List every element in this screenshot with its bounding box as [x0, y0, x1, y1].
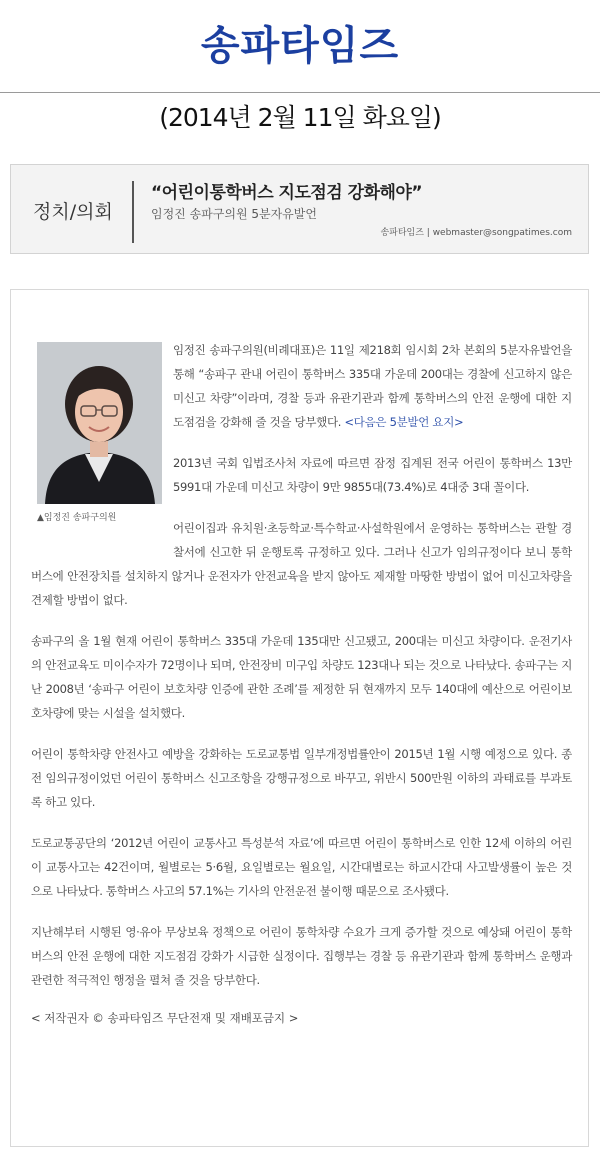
article-paragraph: 송파구의 올 1월 현재 어린이 통학버스 335대 가운데 135대만 신고됐고, 200대는 미신고 차량이다. 운전기사의 안전교육도 미이수자가 72명이나 되며, 안전장비 미구입 차량도 123대나 되는 것으로 나타났다. 송파구는 지난 2008년 ‘송파구 어린이 보호차량 인증에 관한 조례’를 제정한 뒤 현재까지 모두 140대에 예산으로 어린이보호차량에 맞는 시설을 설치했다. [31, 634, 572, 720]
photo-spacer [31, 338, 173, 562]
header-divider [132, 181, 134, 243]
article-text [31, 338, 572, 1009]
article-subheadline: 임정진 송파구의원 5분자유발언 [151, 207, 317, 221]
photo-caption: ▲임정진 송파구의원 [37, 513, 117, 523]
article-body [10, 289, 589, 1147]
article-paragraph: 어린이 통학차량 안전사고 예방을 강화하는 도로교통법 일부개정법률안이 2015년 1월 시행 예정으로 있다. 종전 임의규정이었던 어린이 통학버스 신고조항을 강행규정으로 바꾸고, 위반시 500만원 이하의 과태료를 부과토록 하고 있다. [31, 747, 572, 809]
site-logo[interactable]: 송파타임즈 [200, 23, 400, 69]
speech-summary-link[interactable]: <다음은 5분발언 요지> [344, 415, 464, 429]
article-paragraph: 2013년 국회 입법조사처 자료에 따르면 잠정 집계된 전국 어린이 통학버스 13만5991대 가운데 미신고 차량이 9만 9855대(73.4%)로 4대중 3대 꼴이다. [173, 456, 572, 494]
article-paragraph: 도로교통공단의 ‘2012년 어린이 교통사고 특성분석 자료’에 따르면 어린이 통학버스로 인한 12세 이하의 어린이 교통사고는 42건이며, 월별로는 5·6월, 요일별로는 월요일, 시간대별로는 하교시간대 사고발생률이 높은 것으로 나타났다. 통학버스 사고의 57.1%는 기사의 안전운전 불이행 때문으로 조사됐다. [31, 836, 572, 898]
issue-date: (2014년 2월 11일 화요일) [159, 103, 441, 132]
article-byline: 송파타임즈 | webmaster@songpatimes.com [380, 228, 572, 238]
section-label: 정치/의회 [33, 201, 113, 223]
copyright-notice: < 저작권자 © 송파타임즈 무단전재 및 재배포금지 > [31, 1011, 299, 1025]
paragraph-text: 임정진 송파구의원(비례대표)은 11일 제218회 임시회 2차 본회의 5분자유발언을 통해 “송파구 관내 어린이 통학버스 335대 가운데 200대는 경찰에 신고하지 않은 미신고 차량”이라며, 경찰 등과 유관기관과 함께 통학버스의 안전 운행에 대한 지도점검을 강화해 줄 것을 당부했다. [173, 343, 572, 429]
masthead-divider [0, 92, 600, 93]
article-paragraph: 어린이집과 유치원·초등학교·특수학교·사설학원에서 운영하는 통학버스는 관할 경찰서에 신고한 뒤 운행토록 규정하고 있다. 그러나 신고가 임의규정이다 보니 통학버스에 안전장치를 설치하지 않거나 운전자가 안전교육을 받지 않아도 제재할 마땅한 방법이 없어 미신고차량을 견제할 방법이 없다. [31, 521, 572, 607]
article-header [10, 164, 589, 254]
article-paragraph: 지난해부터 시행된 영·유아 무상보육 정책으로 어린이 통학차량 수요가 크게 증가할 것으로 예상돼 어린이 통학버스의 안전 운행에 대한 지도점검 강화가 시급한 실정이다. 집행부는 경찰 등 유관기관과 함께 통학버스 운행과 관련한 적극적인 행정을 펼쳐 줄 것을 당부한다. [31, 925, 572, 987]
masthead [0, 0, 600, 92]
article-headline: “어린이통학버스 지도점검 강화해야” [151, 183, 423, 203]
